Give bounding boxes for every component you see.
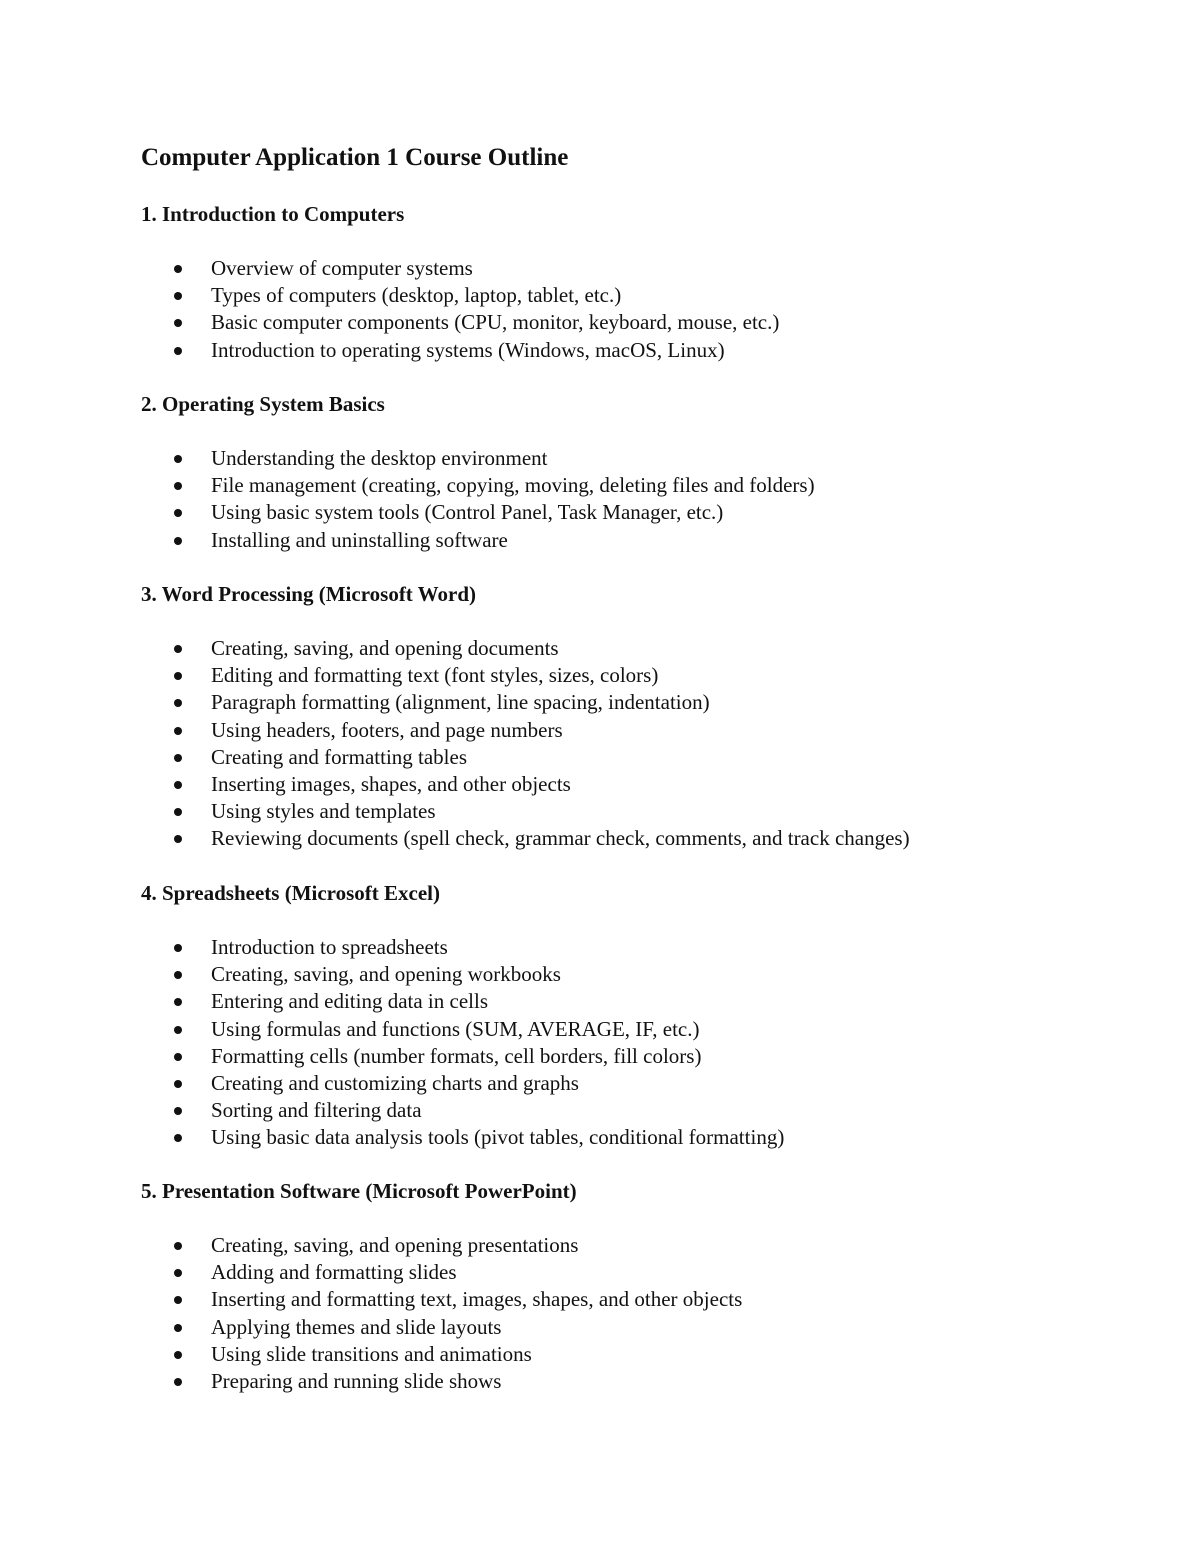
bullet-icon (174, 482, 182, 490)
bullet-icon (174, 1351, 182, 1359)
list-item (141, 1043, 1141, 1070)
list-item (141, 689, 1141, 716)
list-item (141, 472, 1141, 499)
list-item-text: File management (creating, copying, moving, deleting files and folders) (211, 473, 815, 498)
list-item (141, 717, 1141, 744)
bullet-icon (174, 835, 182, 843)
list-item-text: Creating and formatting tables (211, 744, 468, 769)
list-item (141, 282, 1141, 309)
list-item-text: Using formulas and functions (SUM, AVERAGE, IF, etc.) (211, 1016, 700, 1041)
list-item-text: Creating and customizing charts and graphs (211, 1070, 579, 1095)
section-presentation-software (141, 1177, 1141, 1395)
list-item-text: Inserting images, shapes, and other objects (211, 771, 571, 796)
bullet-icon (174, 1242, 182, 1250)
bullet-icon (174, 455, 182, 463)
list-item-text: Entering and editing data in cells (211, 989, 488, 1014)
bullet-icon (174, 509, 182, 517)
bullet-icon (174, 727, 182, 735)
list-item (141, 445, 1141, 472)
list-item (141, 1070, 1141, 1097)
list-item (141, 934, 1141, 961)
section-introduction-to-computers (141, 200, 1141, 364)
list-item-text: Overview of computer systems (211, 256, 473, 280)
list-item (141, 771, 1141, 798)
list-item (141, 1016, 1141, 1043)
list-item-text: Using basic system tools (Control Panel, Task Manager, etc.) (211, 500, 724, 525)
list-item-text: Creating, saving, and opening presentations (211, 1233, 579, 1257)
bullet-icon (174, 808, 182, 816)
list-item (141, 1314, 1141, 1341)
list-item-text: Installing and uninstalling software (211, 527, 508, 552)
list-item-text: Preparing and running slide shows (211, 1368, 502, 1393)
list-item-text: Creating, saving, and opening workbooks (211, 962, 561, 987)
list-item-text: Applying themes and slide layouts (211, 1314, 502, 1339)
bullet-list (141, 635, 1141, 853)
list-item-text: Formatting cells (number formats, cell borders, fill colors) (211, 1043, 702, 1068)
bullet-icon (174, 1269, 182, 1277)
bullet-icon (174, 1378, 182, 1386)
list-item-text: Introduction to spreadsheets (211, 935, 448, 959)
list-item-text: Sorting and filtering data (211, 1098, 422, 1123)
list-item (141, 1368, 1141, 1395)
list-item (141, 1341, 1141, 1368)
list-item (141, 825, 1141, 852)
bullet-list (141, 1232, 1141, 1395)
bullet-list (141, 445, 1141, 554)
section-heading: 4. Spreadsheets (Microsoft Excel) (141, 881, 441, 905)
bullet-icon (174, 1296, 182, 1304)
list-item (141, 527, 1141, 554)
bullet-icon (174, 1026, 182, 1034)
list-item (141, 662, 1141, 689)
bullet-icon (174, 781, 182, 789)
list-item (141, 255, 1141, 282)
bullet-icon (174, 347, 182, 355)
bullet-icon (174, 944, 182, 952)
list-item-text: Using basic data analysis tools (pivot tables, conditional formatting) (211, 1125, 785, 1150)
bullet-icon (174, 1080, 182, 1088)
bullet-icon (174, 1324, 182, 1332)
section-word-processing (141, 580, 1141, 853)
section-heading: 2. Operating System Basics (141, 392, 385, 416)
document-title: Computer Application 1 Course Outline (141, 144, 569, 171)
list-item-text: Creating, saving, and opening documents (211, 636, 559, 660)
section-heading: 1. Introduction to Computers (141, 202, 405, 226)
list-item-text: Basic computer components (CPU, monitor, keyboard, mouse, etc.) (211, 310, 780, 335)
list-item (141, 1097, 1141, 1124)
list-item-text: Inserting and formatting text, images, shapes, and other objects (211, 1287, 743, 1312)
list-item (141, 309, 1141, 336)
bullet-icon (174, 971, 182, 979)
bullet-icon (174, 645, 182, 653)
bullet-icon (174, 292, 182, 300)
list-item (141, 744, 1141, 771)
list-item-text: Paragraph formatting (alignment, line spacing, indentation) (211, 690, 710, 715)
bullet-icon (174, 1053, 182, 1061)
list-item-text: Reviewing documents (spell check, grammar check, comments, and track changes) (211, 826, 910, 851)
list-item (141, 1232, 1141, 1259)
list-item-text: Editing and formatting text (font styles, sizes, colors) (211, 663, 659, 688)
bullet-icon (174, 265, 182, 273)
list-item-text: Using headers, footers, and page numbers (211, 717, 563, 742)
bullet-icon (174, 672, 182, 680)
bullet-icon (174, 1107, 182, 1115)
list-item (141, 1124, 1141, 1151)
list-item (141, 961, 1141, 988)
list-item (141, 337, 1141, 364)
section-heading: 5. Presentation Software (Microsoft PowerPoint) (141, 1179, 577, 1203)
list-item (141, 798, 1141, 825)
list-item (141, 1286, 1141, 1313)
bullet-icon (174, 537, 182, 545)
list-item-text: Understanding the desktop environment (211, 446, 548, 470)
list-item-text: Adding and formatting slides (211, 1260, 457, 1285)
bullet-icon (174, 1134, 182, 1142)
section-operating-system-basics (141, 390, 1141, 554)
list-item-text: Using styles and templates (211, 799, 436, 824)
bullet-icon (174, 754, 182, 762)
section-spreadsheets (141, 879, 1141, 1152)
list-item (141, 499, 1141, 526)
list-item-text: Introduction to operating systems (Windows, macOS, Linux) (211, 337, 725, 362)
section-heading: 3. Word Processing (Microsoft Word) (141, 582, 477, 606)
bullet-icon (174, 319, 182, 327)
list-item (141, 988, 1141, 1015)
bullet-icon (174, 998, 182, 1006)
bullet-list (141, 255, 1141, 364)
list-item (141, 635, 1141, 662)
list-item-text: Using slide transitions and animations (211, 1341, 532, 1366)
list-item (141, 1259, 1141, 1286)
bullet-list (141, 934, 1141, 1152)
list-item-text: Types of computers (desktop, laptop, tablet, etc.) (211, 283, 622, 308)
bullet-icon (174, 699, 182, 707)
